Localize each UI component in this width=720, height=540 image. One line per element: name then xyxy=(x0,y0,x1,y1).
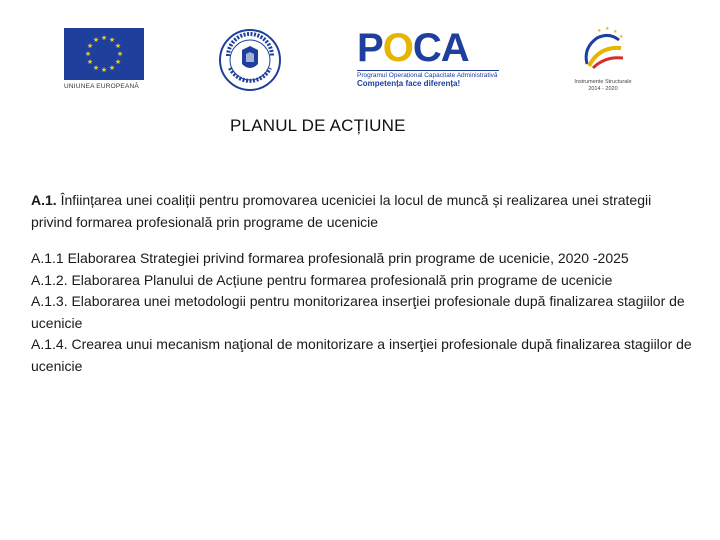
poca-wordmark: POCA xyxy=(357,26,469,70)
svg-text:★: ★ xyxy=(116,50,124,58)
section-heading-text: Înființarea unei coaliții pentru promovarea uceniciei la locul de muncă și realizarea unei strategii privind formarea profesională prin programe de ucenicie xyxy=(31,192,652,230)
section-heading xyxy=(31,190,696,233)
svg-text:★: ★ xyxy=(114,42,122,50)
svg-text:★: ★ xyxy=(619,34,624,40)
eu-logo xyxy=(64,28,146,94)
sf-caption-line1: Instrumente Structurale xyxy=(574,79,632,85)
svg-text:★: ★ xyxy=(100,34,108,42)
svg-text:★: ★ xyxy=(597,28,602,34)
svg-text:★: ★ xyxy=(92,36,100,44)
section-number: A.1. xyxy=(31,192,57,208)
poca-logo xyxy=(357,28,507,92)
svg-text:★: ★ xyxy=(84,50,92,58)
logo-bar xyxy=(0,0,720,100)
guvernul-romaniei-logo xyxy=(218,28,282,92)
eu-caption: UNIUNEA EUROPEANĂ xyxy=(64,83,139,90)
svg-text:★: ★ xyxy=(108,36,116,44)
svg-text:★: ★ xyxy=(86,58,94,66)
structural-funds-icon xyxy=(579,24,627,74)
content-body xyxy=(31,190,696,377)
list-item: A.1.1 Elaborarea Strategiei privind formarea profesională prin programe de ucenicie, 2020 -2025 xyxy=(31,250,629,266)
page-title: PLANUL DE ACȚIUNE xyxy=(230,116,406,135)
svg-text:★: ★ xyxy=(108,64,116,72)
list-item: A.1.2. Elaborarea Planului de Acțiune pentru formarea profesională prin programe de ucenicie xyxy=(31,271,613,288)
structural-funds-logo xyxy=(573,24,633,94)
action-list xyxy=(31,248,696,377)
list-item: A.1.4. Crearea unui mecanism naţional de monitorizare a inserţiei profesionale după finalizarea stagiilor de ucenicie xyxy=(31,336,692,374)
svg-text:★: ★ xyxy=(605,26,610,32)
eu-flag-icon xyxy=(64,28,144,80)
svg-text:★: ★ xyxy=(86,42,94,50)
svg-text:★: ★ xyxy=(114,58,122,66)
svg-text:★: ★ xyxy=(92,64,100,72)
poca-tagline: Competența face diferența! xyxy=(357,79,461,88)
government-seal-icon xyxy=(218,28,282,92)
poca-subtitle: Programul Operațional Capacitate Administrativă xyxy=(357,72,498,79)
svg-text:★: ★ xyxy=(100,66,108,74)
sf-caption-line2: 2014 - 2020 xyxy=(588,86,618,92)
list-item: A.1.3. Elaborarea unei metodologii pentru monitorizarea inserţiei profesionale după finalizarea stagiilor de ucenicie xyxy=(31,293,685,331)
svg-text:★: ★ xyxy=(613,29,618,35)
